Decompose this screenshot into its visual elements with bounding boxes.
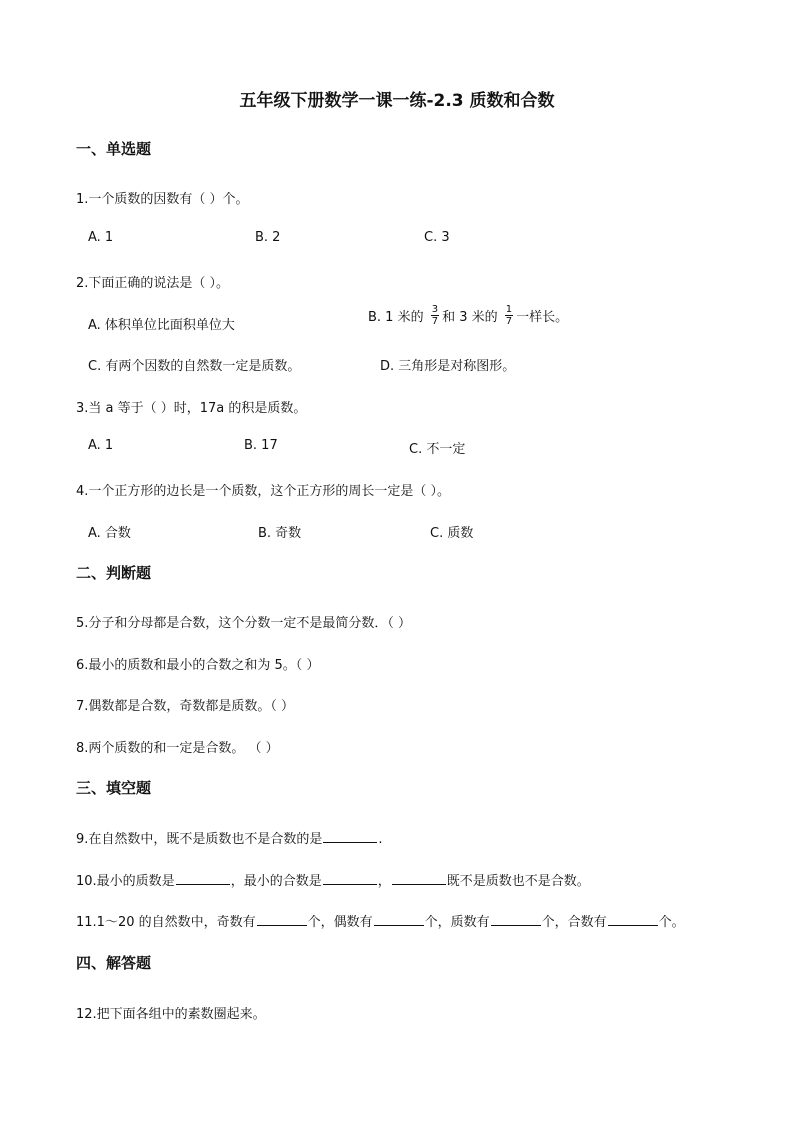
q1-option-c: C. 3: [424, 230, 450, 245]
q10-text-3: ，: [377, 874, 391, 889]
question-11: [76, 911, 685, 930]
answer-blank[interactable]: [608, 913, 658, 926]
answer-blank[interactable]: [323, 830, 377, 843]
q10-text-1: 10.最小的质数是: [76, 874, 175, 889]
question-9: [76, 828, 383, 847]
q11-text-2: 个，偶数有: [307, 915, 373, 930]
section-heading-fill-blank: 三、填空题: [76, 779, 152, 797]
q9-end: .: [378, 832, 383, 847]
fraction-numerator: 1: [505, 304, 513, 315]
q2-option-a: A. 体积单位比面积单位大: [88, 318, 235, 333]
answer-blank[interactable]: [257, 913, 307, 926]
q10-text-4: 既不是质数也不是合数。: [446, 874, 590, 889]
fraction-three-sevenths: [431, 304, 439, 327]
fraction-denominator: 7: [431, 316, 439, 327]
q3-option-b: B. 17: [244, 438, 278, 453]
q9-text: 9.在自然数中，既不是质数也不是合数的是: [76, 832, 323, 847]
q4-option-b: B. 奇数: [258, 526, 302, 541]
fraction-denominator: 7: [505, 316, 513, 327]
q11-text-1: 11.1～20 的自然数中，奇数有: [76, 915, 256, 930]
q2-option-b: [368, 306, 568, 329]
question-6: 6.最小的质数和最小的合数之和为 5。（ ）: [76, 658, 320, 673]
q4-option-a: A. 合数: [88, 526, 131, 541]
q2-option-b-suffix: 一样长。: [516, 310, 569, 325]
answer-blank[interactable]: [491, 913, 541, 926]
q2-option-b-prefix: B. 1 米的: [368, 310, 424, 325]
fraction-one-seventh: [505, 304, 513, 327]
q2-option-c: C. 有两个因数的自然数一定是质数。: [88, 359, 301, 374]
answer-blank[interactable]: [323, 872, 377, 885]
answer-blank[interactable]: [176, 872, 230, 885]
section-heading-solve: 四、解答题: [76, 954, 152, 972]
fraction-numerator: 3: [431, 304, 439, 315]
q3-option-a: A. 1: [88, 438, 114, 453]
answer-blank[interactable]: [392, 872, 446, 885]
question-3: 3.当 a 等于（ ）时，17a 的积是质数。: [76, 401, 307, 416]
q1-option-b: B. 2: [255, 230, 281, 245]
question-7: 7.偶数都是合数，奇数都是质数。（ ）: [76, 699, 295, 714]
q11-text-4: 个，合数有: [541, 915, 607, 930]
q3-option-c: C. 不一定: [409, 442, 466, 457]
question-8: 8.两个质数的和一定是合数。 （ ）: [76, 741, 279, 756]
section-heading-single-choice: 一、单选题: [76, 140, 152, 158]
q1-option-a: A. 1: [88, 230, 114, 245]
answer-blank[interactable]: [374, 913, 424, 926]
question-10: [76, 870, 590, 889]
q10-text-2: ，最小的合数是: [230, 874, 322, 889]
q11-text-5: 个。: [658, 915, 685, 930]
question-1: 1.一个质数的因数有（ ）个。: [76, 192, 249, 207]
q4-option-c: C. 质数: [430, 526, 474, 541]
section-heading-true-false: 二、判断题: [76, 564, 152, 582]
q2-option-d: D. 三角形是对称图形。: [380, 359, 516, 374]
q2-option-b-middle: 和 3 米的: [442, 310, 498, 325]
question-5: 5.分子和分母都是合数，这个分数一定不是最简分数．（ ）: [76, 616, 412, 631]
page-title: 五年级下册数学一课一练-2.3 质数和合数: [239, 91, 555, 111]
q11-text-3: 个，质数有: [424, 915, 490, 930]
question-2: 2.下面正确的说法是（ ）。: [76, 276, 230, 291]
question-4: 4.一个正方形的边长是一个质数，这个正方形的周长一定是（ ）。: [76, 484, 451, 499]
question-12: 12.把下面各组中的素数圈起来。: [76, 1007, 266, 1022]
